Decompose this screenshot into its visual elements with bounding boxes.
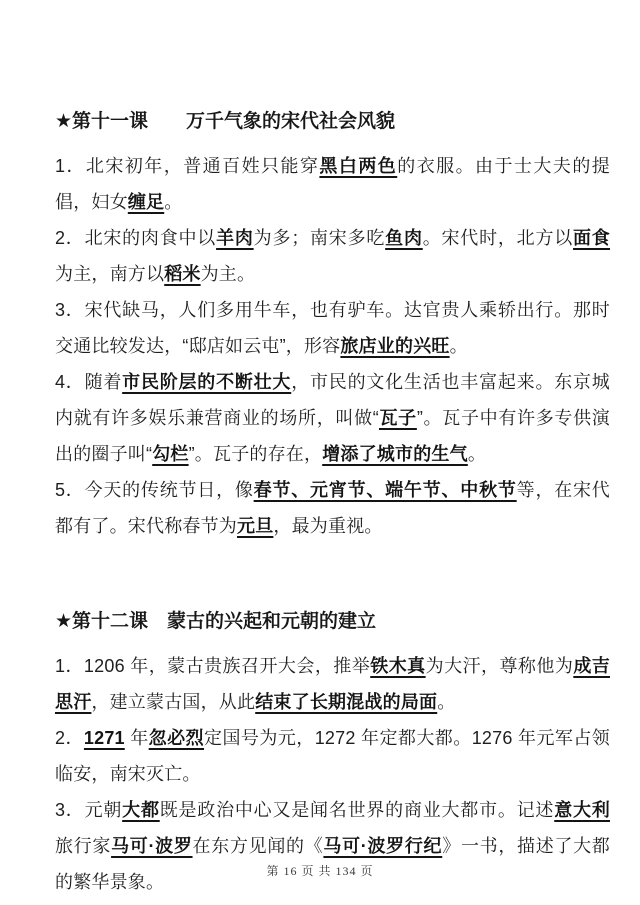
key-term: 元旦 bbox=[237, 516, 274, 536]
key-term: 勾栏 bbox=[152, 444, 189, 464]
note-paragraph bbox=[55, 148, 610, 220]
text-run: 既是政治中心又是闻名世界的商业大都市。记述 bbox=[159, 800, 555, 820]
text-run: 。 bbox=[164, 192, 183, 212]
key-term: 铁木真 bbox=[370, 656, 426, 676]
text-run: 的衣服。由于士大夫的提倡，妇女 bbox=[55, 156, 610, 212]
key-term: 鱼肉 bbox=[385, 228, 423, 248]
key-term: 瓦子 bbox=[378, 408, 417, 428]
key-term: 大都 bbox=[122, 800, 160, 820]
text-run: 定国号为元，1272 年定都大都。1276 年元军占领临安，南宋灭亡。 bbox=[55, 728, 610, 784]
key-term: 成吉思汗 bbox=[55, 656, 610, 712]
text-run: ”。瓦子中有许多专供演出的圈子叫“ bbox=[55, 408, 611, 464]
text-run: 为主，南方以 bbox=[55, 264, 165, 284]
text-run: ”。瓦子的存在， bbox=[188, 444, 323, 464]
key-term: 1271 bbox=[83, 728, 125, 748]
text-run: 年 bbox=[124, 728, 149, 748]
note-paragraph bbox=[55, 220, 610, 292]
document-body bbox=[55, 104, 610, 900]
key-term: 市民阶层的不断壮大 bbox=[122, 372, 292, 392]
note-paragraph bbox=[55, 472, 610, 544]
key-term: 羊肉 bbox=[216, 228, 254, 248]
text-run: ，建立蒙古国，从此 bbox=[91, 692, 256, 712]
text-run: 为多；南宋多吃 bbox=[253, 228, 386, 248]
key-term: 面食 bbox=[573, 228, 611, 248]
text-run: 4．随着 bbox=[55, 372, 123, 392]
section-heading: ★第十二课 蒙古的兴起和元朝的建立 bbox=[55, 611, 377, 632]
text-run: 为主。 bbox=[200, 264, 256, 284]
text-run: 。 bbox=[449, 336, 468, 356]
text-run: 2．北宋的肉食中以 bbox=[55, 228, 217, 248]
text-run: 。 bbox=[437, 692, 456, 712]
lesson-section bbox=[55, 104, 610, 544]
key-term: 春节、元宵节、端午节、中秋节 bbox=[253, 480, 517, 500]
text-run: 1．北宋初年，普通百姓只能穿 bbox=[55, 156, 320, 176]
note-paragraph bbox=[55, 720, 610, 792]
text-run: 3．元朝 bbox=[55, 800, 123, 820]
key-term: 结束了长期混战的局面 bbox=[255, 692, 438, 712]
text-run: 2． bbox=[55, 728, 84, 748]
page-number-footer: 第 16 页 共 134 页 bbox=[266, 864, 374, 878]
text-run: 旅行家 bbox=[55, 836, 112, 856]
key-term: 马可·波罗行纪 bbox=[323, 836, 443, 856]
text-run: 1．1206 年，蒙古贵族召开大会，推举 bbox=[55, 656, 371, 676]
key-term: 旅店业的兴旺 bbox=[340, 336, 450, 356]
lesson-section bbox=[55, 604, 610, 900]
key-term: 缠足 bbox=[127, 192, 165, 212]
text-run: 3．宋代缺马，人们多用牛车，也有驴车。达官贵人乘轿出行。那时交通比较发达，“邸店如云屯”，形容 bbox=[55, 300, 610, 356]
text-run: 为大汗，尊称他为 bbox=[425, 656, 574, 676]
note-paragraph bbox=[55, 292, 610, 364]
text-run: 》一书，描述了大都的繁华景象。 bbox=[55, 836, 610, 892]
key-term: 意大利 bbox=[554, 800, 611, 820]
key-term: 黑白两色 bbox=[319, 156, 398, 176]
text-run: ，市民的文化生活也丰富起来。东京城内就有许多娱乐兼营商业的场所，叫做“ bbox=[55, 372, 610, 428]
text-run: 5．今天的传统节日，像 bbox=[55, 480, 254, 500]
key-term: 忽必烈 bbox=[148, 728, 205, 748]
section-heading: ★第十一课 万千气象的宋代社会风貌 bbox=[55, 111, 396, 132]
note-paragraph bbox=[55, 648, 610, 720]
key-term: 增添了城市的生气 bbox=[322, 444, 468, 464]
note-paragraph bbox=[55, 364, 610, 472]
key-term: 马可·波罗 bbox=[111, 836, 193, 856]
text-run: 。 bbox=[467, 444, 487, 464]
text-run: 。宋代时，北方以 bbox=[422, 228, 574, 248]
text-run: ，最为重视。 bbox=[273, 516, 383, 536]
text-run: 等，在宋代都有了。宋代称春节为 bbox=[55, 480, 610, 536]
text-run: 在东方见闻的《 bbox=[192, 836, 324, 856]
note-paragraph bbox=[55, 792, 610, 900]
key-term: 稻米 bbox=[164, 264, 201, 284]
